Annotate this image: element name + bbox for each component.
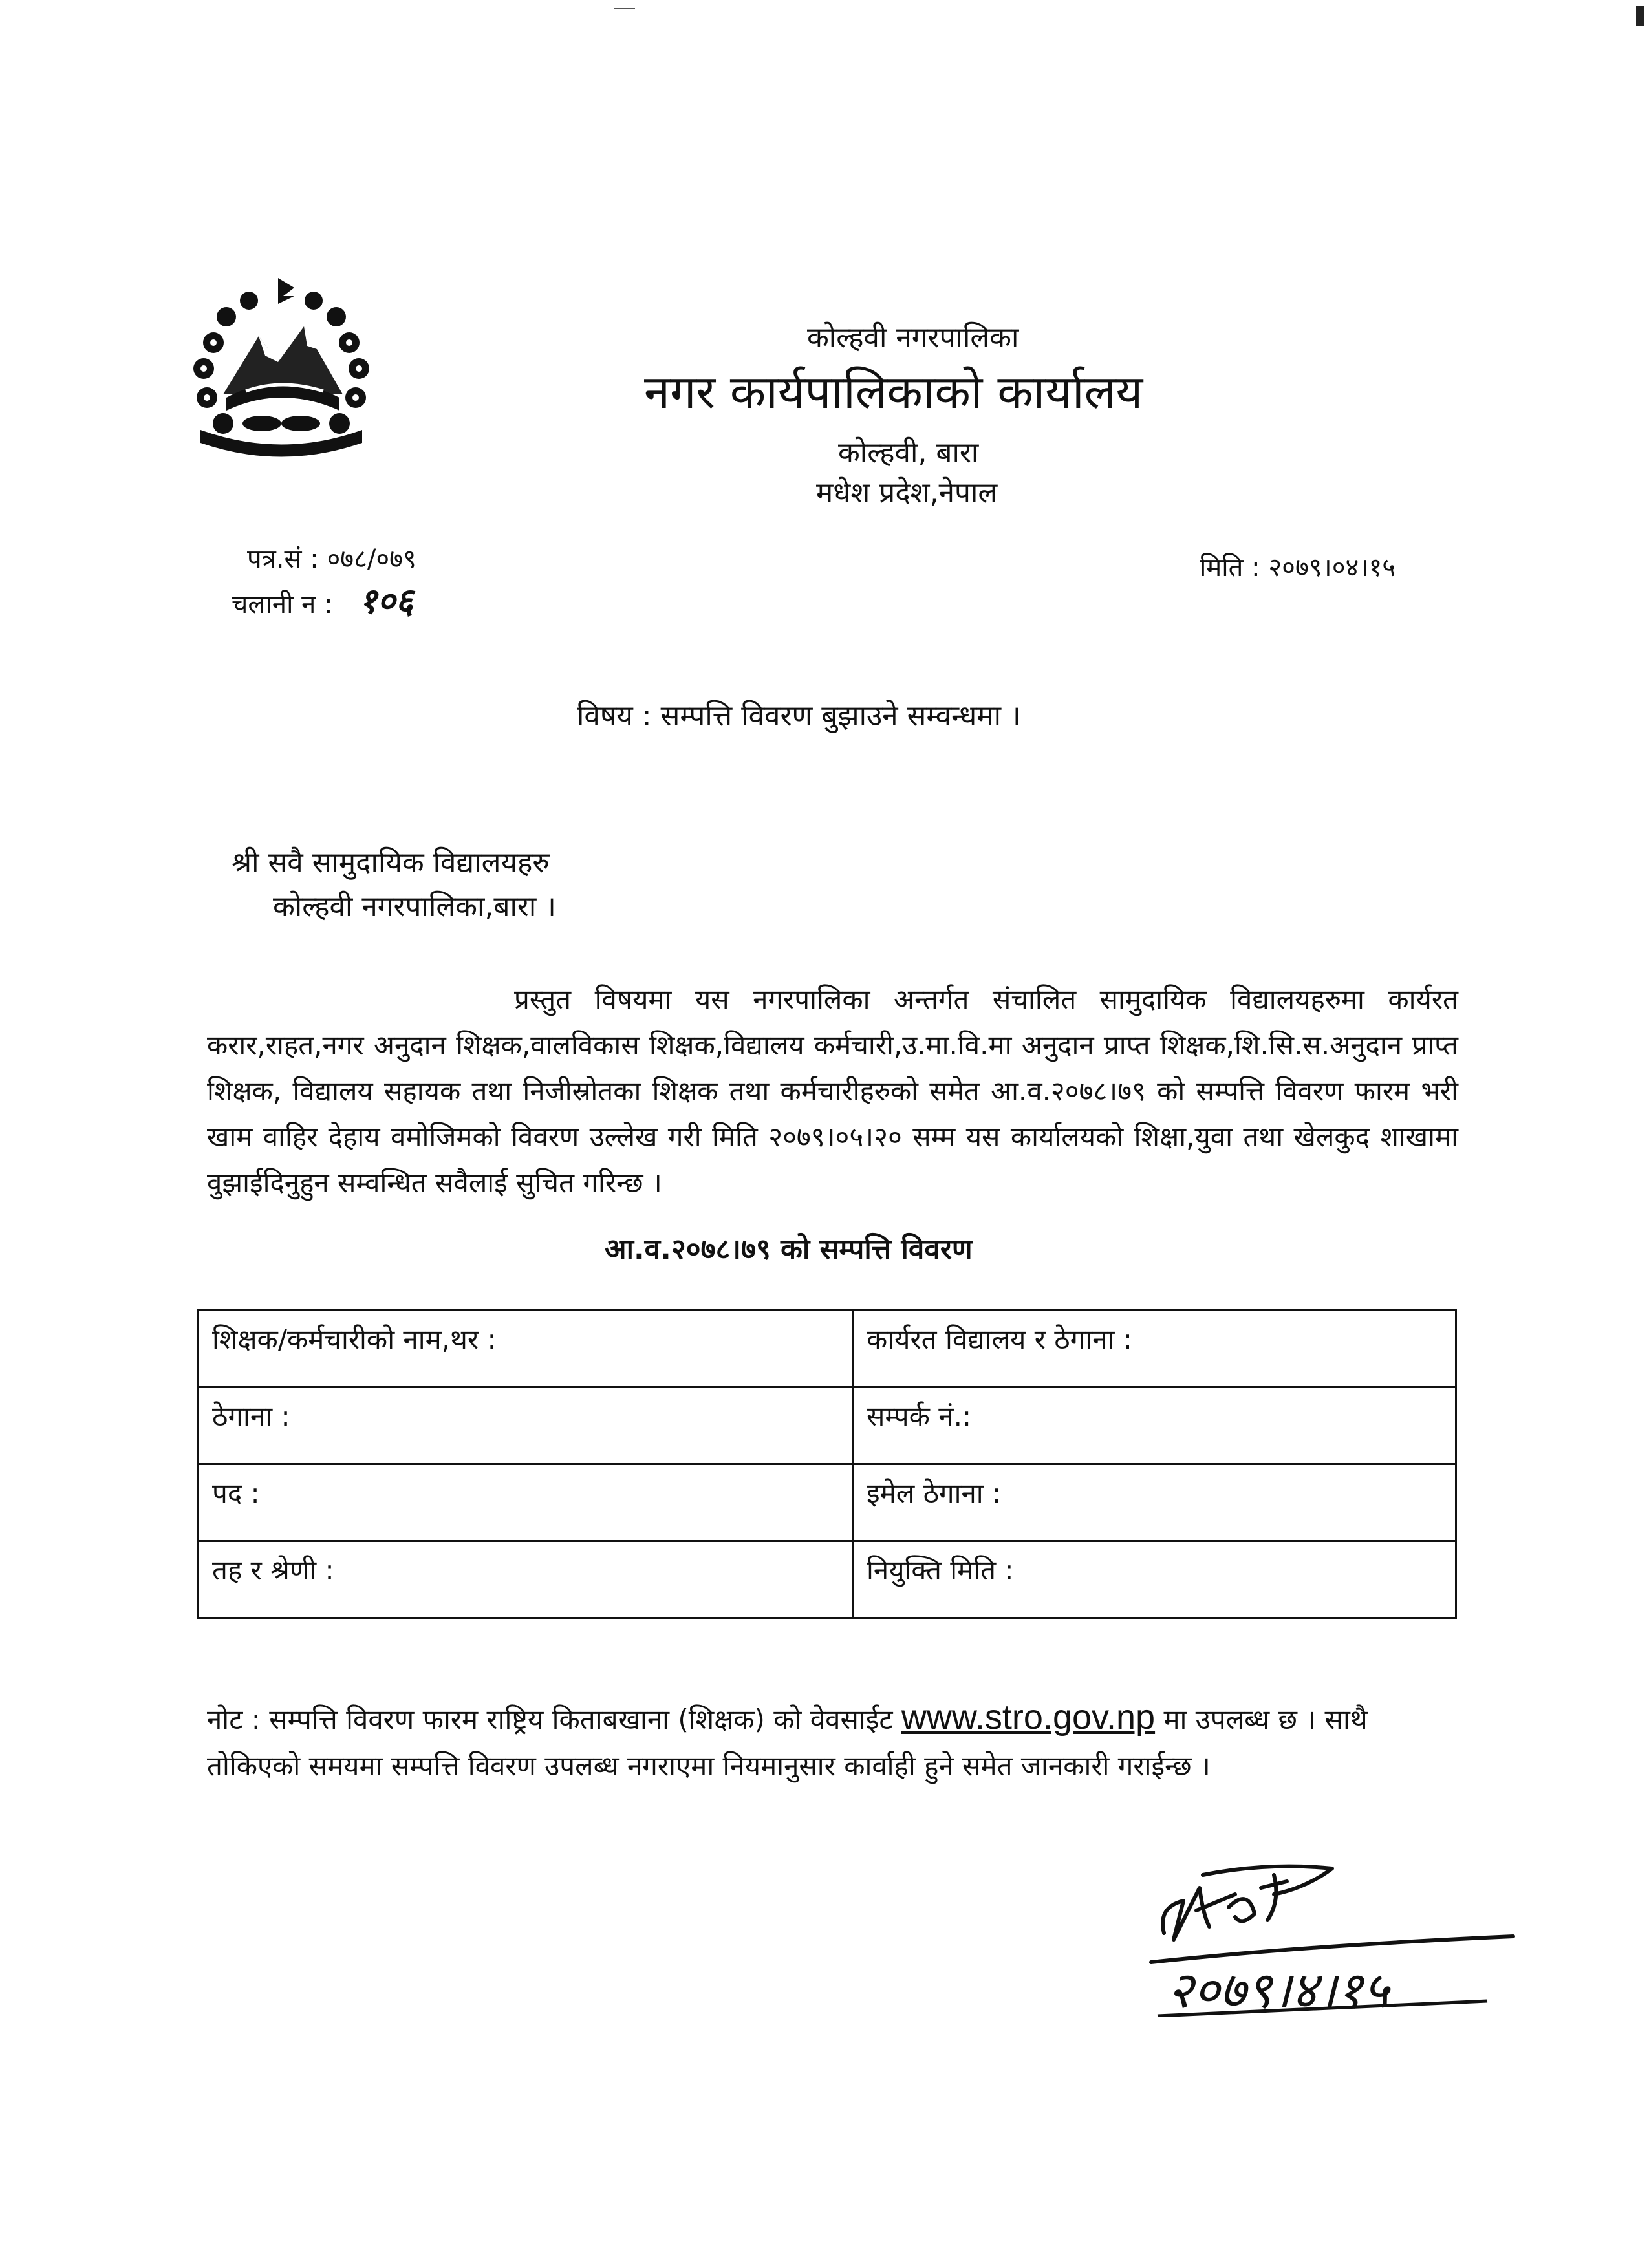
scan-mark xyxy=(614,8,635,9)
dispatch-number: १०६ xyxy=(359,580,414,621)
form-field-post: पद : xyxy=(199,1464,853,1541)
note-text-start: नोट : सम्पत्ति विवरण फारम राष्ट्रिय किताबखाना (शिक्षक) को वेवसाईट xyxy=(207,1704,893,1735)
form-field-level-rank: तह र श्रेणी : xyxy=(199,1541,853,1618)
signature-date: २०७९।४।१५ xyxy=(1167,1962,1390,2017)
form-field-contact: सम्पर्क नं.: xyxy=(853,1387,1456,1464)
note-paragraph xyxy=(207,1694,1449,1790)
scan-mark xyxy=(1636,6,1644,26)
table-row xyxy=(199,1541,1456,1618)
form-field-appointment-date: नियुक्ति मिति : xyxy=(853,1541,1456,1618)
signature-image xyxy=(1138,1849,1539,2017)
table-row xyxy=(199,1464,1456,1541)
office-title: नगर कार्यपालिकाको कार्यालय xyxy=(644,365,1143,419)
table-row xyxy=(199,1387,1456,1464)
office-location: कोल्हवी, बारा xyxy=(838,436,979,469)
form-field-email: इमेल ठेगाना : xyxy=(853,1464,1456,1541)
form-field-address: ठेगाना : xyxy=(199,1387,853,1464)
addressee-line-2: कोल्हवी नगरपालिका,बारा । xyxy=(273,890,556,923)
asset-details-form xyxy=(197,1309,1457,1619)
addressee-line-1: श्री सवै सामुदायिक विद्यालयहरु xyxy=(232,846,550,879)
municipality-name: कोल्हवी नगरपालिका xyxy=(807,321,1019,354)
dispatch-label: चलानी न : xyxy=(232,590,333,619)
subject-line: विषय : सम्पत्ति विवरण बुझाउने सम्वन्धमा । xyxy=(577,700,1021,733)
note-text-end: मा उपलब्ध छ । साथै तोकिएको समयमा सम्पत्ति विवरण उपलब्ध नगराएमा नियमानुसार कार्वाही हुने समेत जानकारी गराईन्छ । xyxy=(207,1704,1368,1782)
table-title: आ.व.२०७८।७९ को सम्पत्ति विवरण xyxy=(605,1233,973,1266)
table-row xyxy=(199,1311,1456,1387)
form-field-school-address: कार्यरत विद्यालय र ठेगाना : xyxy=(853,1311,1456,1387)
province-name: मधेश प्रदेश,नेपाल xyxy=(816,476,998,509)
body-paragraph xyxy=(207,976,1458,1206)
website-link[interactable]: www.stro.gov.np xyxy=(901,1698,1156,1737)
nepal-emblem-icon xyxy=(175,265,388,459)
letter-date: मिति : २०७९।०४।१५ xyxy=(1200,553,1396,583)
form-field-name: शिक्षक/कर्मचारीको नाम,थर : xyxy=(199,1311,853,1387)
body-text: प्रस्तुत विषयमा यस नगरपालिका अन्तर्गत संचालित सामुदायिक विद्यालयहरुमा कार्यरत करार,राहत,नगर अनुदान शिक्षक,वालविकास शिक्षक,विद्यालय कर्मचारी,उ.मा.वि.मा अनुदान प्राप्त शिक्षक,शि.सि.स.अनुदान प्राप्त शिक्षक, विद्यालय सहायक तथा निजीस्रोतका शिक्षक तथा कर्मचारीहरुको समेत आ.व.२०७८।७९ को सम्पत्ति विवरण फारम भरी खाम वाहिर देहाय वमोजिमको विवरण उल्लेख गरी मिति २०७९।०५।२० सम्म यस कार्यालयको शिक्षा,युवा तथा खेलकुद शाखामा वुझाईदिनुहुन सम्वन्धित सवैलाई सुचित गरिन्छ । xyxy=(207,983,1458,1199)
letter-number: पत्र.सं : ०७८/०७९ xyxy=(247,544,416,574)
